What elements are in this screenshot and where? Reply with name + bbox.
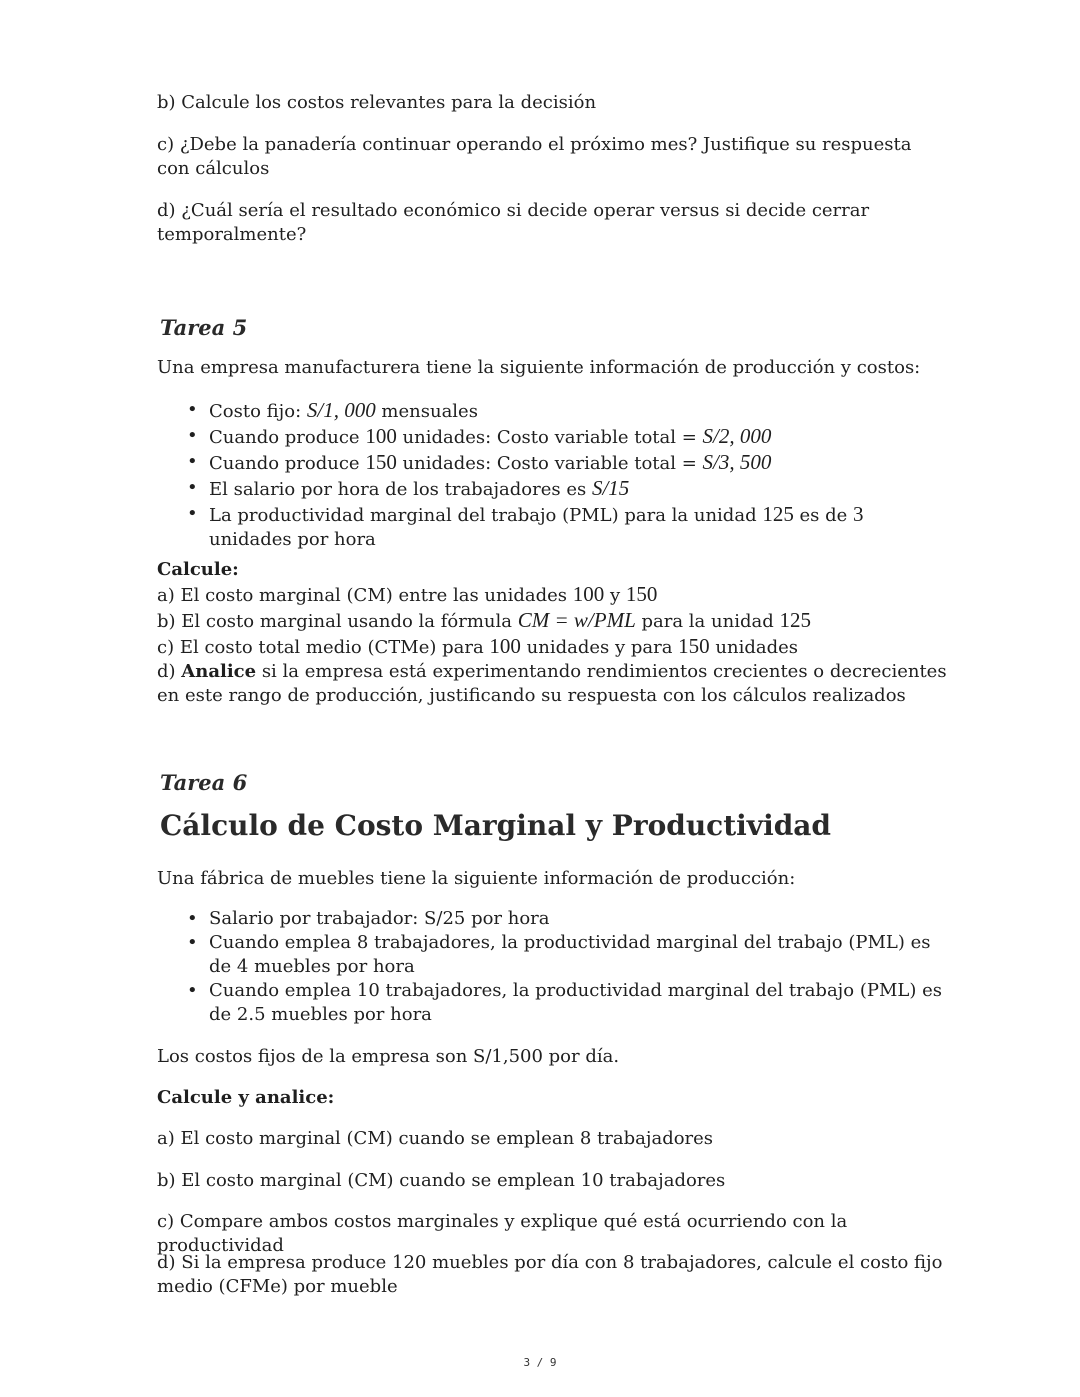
list-item: • El salario por hora de los trabajadores es S/15 <box>157 476 947 502</box>
tarea6-calc-label: Calcule y analice: <box>157 1087 335 1108</box>
question-b: b) Calcule los costos relevantes para la decisión <box>157 92 597 113</box>
tarea6-question-c: c) Compare ambos costos marginales y explique qué está ocurriendo con la productividad <box>157 1211 848 1256</box>
math-cm-formula: CM = w/PML <box>517 608 636 632</box>
tarea6-question-a: a) El costo marginal (CM) cuando se emplean 8 trabajadores <box>157 1128 714 1149</box>
math-wage: S/15 <box>591 476 630 500</box>
tarea5-calc-block <box>157 558 947 708</box>
list-item: • Salario por trabajador: S/25 por hora <box>157 907 947 931</box>
question-c: c) ¿Debe la panadería continuar operando el próximo mes? Justifique su respuesta con cálculos <box>157 134 912 179</box>
question-d: d) ¿Cuál sería el resultado económico si decide operar versus si decide cerrar temporalmente? <box>157 200 870 245</box>
tarea5-calc-label: Calcule: <box>157 559 239 580</box>
tarea6-fixed-costs: Los costos fijos de la empresa son S/1,500 por día. <box>157 1046 620 1067</box>
list-item: • La productividad marginal del trabajo (PML) para la unidad 125 es de 3 unidades por hora <box>157 502 947 552</box>
list-item: • Cuando emplea 10 trabajadores, la productividad marginal del trabajo (PML) es de 2.5 muebles por hora <box>157 979 947 1027</box>
tarea5-question-b: b) El costo marginal usando la fórmula CM = w/PML para la unidad 125 <box>157 608 811 632</box>
math-variable-cost-100: S/2, 000 <box>702 424 772 448</box>
tarea6-title: Cálculo de Costo Marginal y Productividad <box>160 809 832 842</box>
list-item: • Cuando produce 150 unidades: Costo variable total = S/3, 500 <box>157 450 947 476</box>
tarea6-question-b: b) El costo marginal (CM) cuando se emplean 10 trabajadores <box>157 1170 726 1191</box>
tarea5-question-c: c) El costo total medio (CTMe) para 100 unidades y para 150 unidades <box>157 634 799 658</box>
math-variable-cost-150: S/3, 500 <box>702 450 772 474</box>
page-number: 3 / 9 <box>523 1356 557 1369</box>
tarea6-question-d: d) Si la empresa produce 120 muebles por día con 8 trabajadores, calcule el costo fijo medio (CFMe) por mueble <box>157 1252 943 1297</box>
list-item: • Cuando emplea 8 trabajadores, la productividad marginal del trabajo (PML) es de 4 muebles por hora <box>157 931 947 979</box>
tarea6-intro: Una fábrica de muebles tiene la siguiente información de producción: <box>157 868 796 889</box>
tarea5-question-a: a) El costo marginal (CM) entre las unidades 100 y 150 <box>157 582 658 606</box>
tarea6-heading: Tarea 6 <box>160 770 248 795</box>
tarea6-bullet-list <box>157 907 947 1027</box>
tarea5-heading: Tarea 5 <box>160 315 248 340</box>
tarea5-bullet-list <box>157 398 947 552</box>
list-item: • Cuando produce 100 unidades: Costo variable total = S/2, 000 <box>157 424 947 450</box>
math-fixed-cost: S/1, 000 <box>306 398 376 422</box>
list-item: • Costo fijo: S/1, 000 mensuales <box>157 398 947 424</box>
tarea5-question-d: d) Analice si la empresa está experimentando rendimientos crecientes o decrecientes en este rango de producción, justificando su respuesta con los cálculos realizados <box>157 661 947 706</box>
tarea5-intro: Una empresa manufacturera tiene la siguiente información de producción y costos: <box>157 357 921 378</box>
